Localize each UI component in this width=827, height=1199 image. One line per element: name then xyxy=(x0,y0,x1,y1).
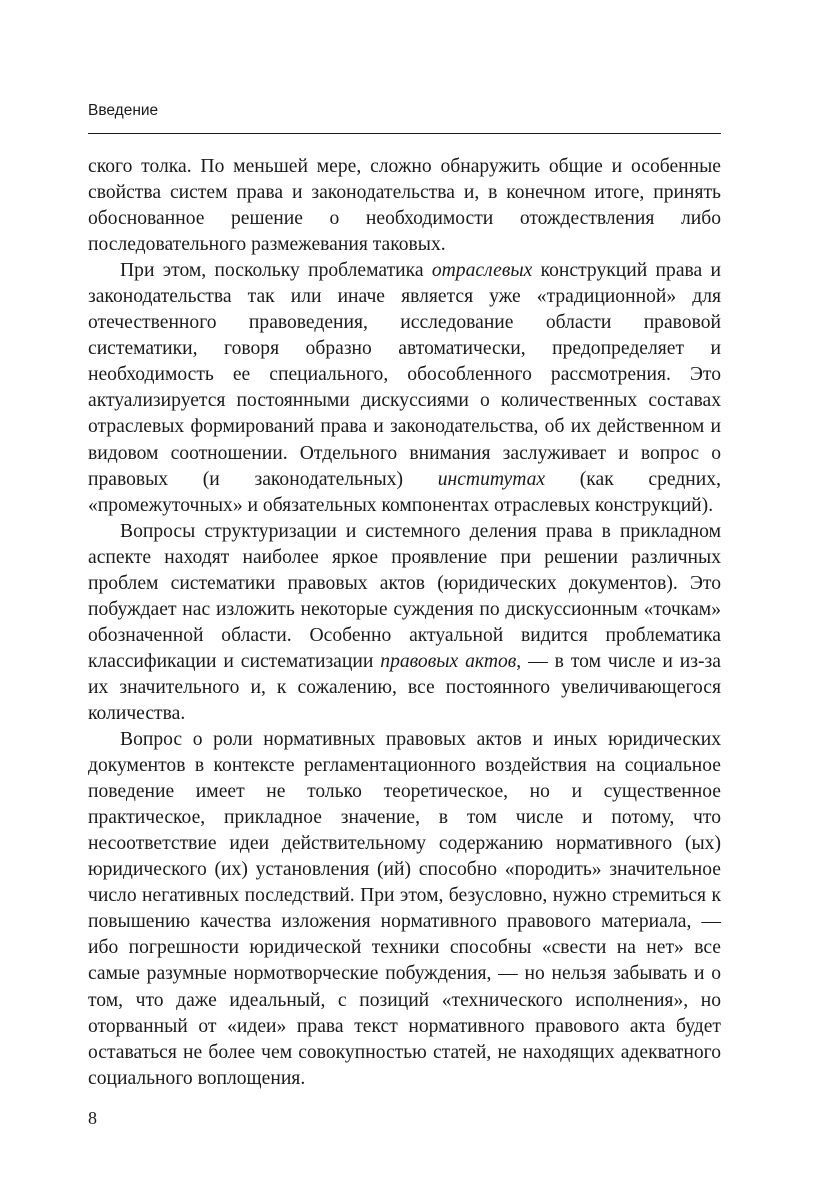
text-run: (как средних, «промежуточных» и обязательных компонентах отраслевых конструкций). xyxy=(88,468,721,516)
paragraph xyxy=(88,258,721,518)
body-text xyxy=(88,154,721,1092)
paragraph xyxy=(88,727,721,1092)
text-run: При этом, поскольку проблематика xyxy=(120,260,432,282)
header-rule xyxy=(88,133,721,134)
text-run: ского толка. По меньшей мере, сложно обнаружить общие и особенные свойства систем права и законодательства и, в конечном итоге, принять обоснованное решение о необходимости отождествления либо последовательного размежевания таковых. xyxy=(88,156,721,256)
text-run: Вопросы структуризации и системного деления права в прикладном аспекте находят наиболее яркое проявление при решении различных проблем систематики правовых актов (юридических документов). Это побуждает нас изложить некоторые суждения по дискуссионным «точкам» обозначенной области. Особенно актуальной видится проблематика классификации и систематизации xyxy=(88,520,721,672)
page-number: 8 xyxy=(88,1108,97,1128)
text-run: конструкций права и законодательства так или иначе является уже «традиционной» для отечественного правоведения, исследование области правовой систематики, говоря образно автоматически, предопределяет и необходимость ее специального, обособленного рассмотрения. Это актуализируется постоянными дискуссиями о количественных составах отраслевых формирований права и законодательства, об их действенном и видовом соотношении. Отдельного внимания заслуживает и вопрос о правовых (и законодательных) xyxy=(88,260,722,490)
text-run: , — в том числе и из-за их значительного и, к сожалению, все постоянного увеличивающегося количества. xyxy=(88,650,721,724)
italic-term: правовых актов xyxy=(380,650,517,672)
italic-term: отраслевых xyxy=(431,260,533,282)
paragraph xyxy=(88,519,721,727)
text-run: Вопрос о роли нормативных правовых актов и иных юридических документов в контексте регламентационного воздействия на социальное поведение имеет не только теоретическое, но и существенное практическое, прикладное значение, в том числе и потому, что несоответствие идеи действительному содержанию нормативного (ых) юридического (их) установления (ий) способно «породить» значительное число негативных последствий. При этом, безусловно, нужно стремиться к повышению качества изложения нормативного правового материала, — ибо погрешности юридической техники способны «свести на нет» все самые разумные нормотворческие побуждения, — но нельзя забывать и о том, что даже идеальный, с позиций «технического исполнения», но оторванный от «идеи» права текст нормативного правового акта будет оставаться не более чем совокупностью статей, не находящих адекватного социального воплощения. xyxy=(88,729,721,1089)
italic-term: институтах xyxy=(437,468,546,490)
paragraph xyxy=(88,154,721,258)
running-head: Введение xyxy=(88,102,159,119)
